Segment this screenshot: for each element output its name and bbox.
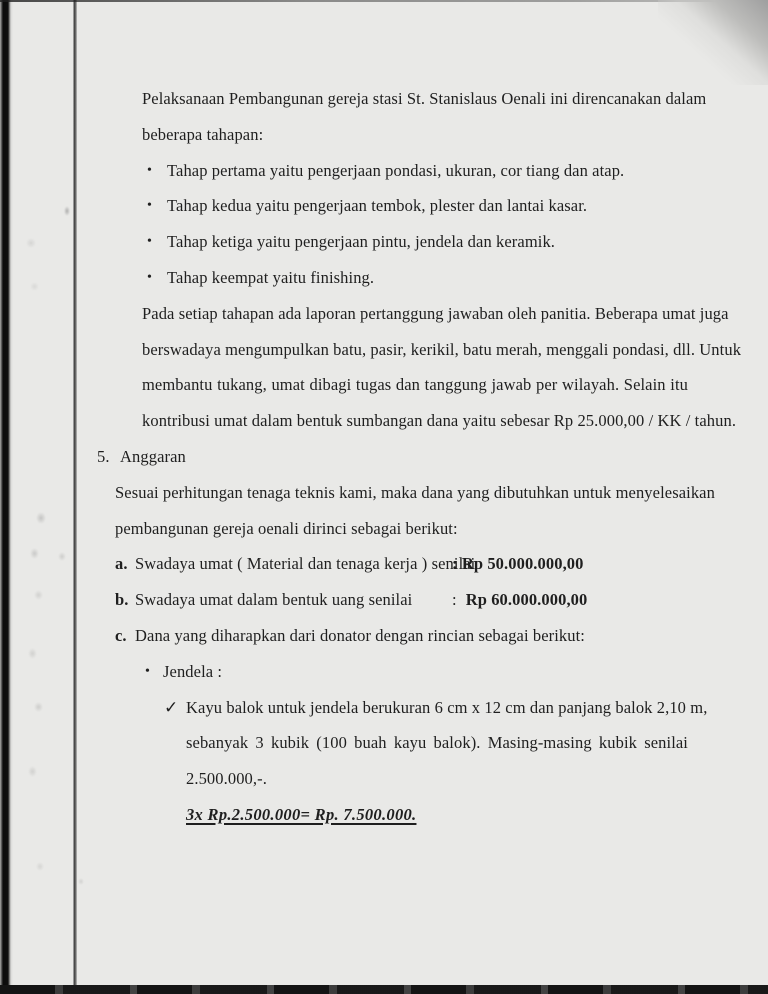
list-marker-c: c. — [115, 625, 127, 645]
budget-item-b-label: Swadaya umat dalam bentuk uang senilai — [135, 590, 413, 610]
scan-smudge — [78, 878, 84, 885]
budget-item-a — [115, 546, 768, 582]
jendela-bullet-item — [145, 654, 768, 690]
budget-item-c — [115, 618, 768, 654]
intro-paragraph-line-1: Pelaksanaan Pembangunan gereja stasi St. Stanislaus Oenali ini direncanakan dalam — [142, 89, 707, 108]
section-5-heading — [97, 439, 768, 475]
stage-bullet-text: Tahap ketiga yaitu pengerjaan pintu, jendela dan keramik. — [167, 232, 556, 252]
check-item-text: Kayu balok untuk jendela berukuran 6 cm x 12 cm dan panjang balok 2,10 m, — [186, 697, 708, 717]
budget-item-a-label: Swadaya umat ( Material dan tenaga kerja ) senilai — [135, 554, 476, 574]
bullet-icon: • — [147, 269, 153, 285]
total-amount-text: 3x Rp.2.500.000= Rp. 7.500.000. — [186, 804, 417, 824]
scan-smudge — [36, 862, 44, 871]
check-item-line-2: sebanyak 3 kubik (100 buah kayu balok). Masing-masing kubik senilai — [186, 733, 688, 753]
stage-bullet-item — [147, 260, 768, 296]
intro-paragraph-line-2: beberapa tahapan: — [142, 124, 264, 144]
stage-bullet-text: Tahap pertama yaitu pengerjaan pondasi, ukuran, cor tiang dan atap. — [167, 160, 625, 180]
budget-intro-line-2: pembangunan gereja oenali dirinci sebagai berikut: — [115, 518, 458, 538]
section-title: Anggaran — [120, 446, 186, 466]
budget-item-c-label: Dana yang diharapkan dari donator dengan rincian sebagai berikut: — [135, 625, 585, 645]
checkmark-icon: ✓ — [164, 697, 179, 717]
stage-bullet-text: Tahap keempat yaitu finishing. — [167, 267, 375, 287]
list-marker-b: b. — [115, 590, 129, 610]
bullet-icon: • — [147, 198, 153, 214]
budget-item-b-value: Rp 60.000.000,00 — [465, 590, 588, 610]
budget-intro-line-1: Sesuai perhitungan tenaga teknis kami, maka dana yang dibutuhkan untuk menyelesaikan — [115, 482, 715, 502]
report-paragraph-line-3: membantu tukang, umat dibagi tugas dan tanggung jawab per wilayah. Selain itu — [142, 375, 688, 395]
budget-item-a-value: : Rp 50.000.000,00 — [452, 554, 584, 574]
stage-bullet-item — [147, 153, 768, 189]
report-paragraph-line-4: kontribusi umat dalam bentuk sumbangan dana yaitu sebesar Rp 25.000,00 / KK / tahun. — [142, 411, 737, 431]
bullet-icon: • — [145, 663, 151, 679]
bullet-icon: • — [147, 162, 153, 178]
budget-item-b — [115, 582, 768, 618]
check-item-line-1 — [164, 690, 708, 726]
check-item-line-3: 2.500.000,-. — [186, 769, 267, 789]
budget-item-b-colon: : — [452, 590, 457, 610]
bullet-icon: • — [147, 234, 153, 250]
total-amount-line — [186, 797, 768, 833]
stage-bullet-item — [147, 188, 768, 224]
report-paragraph-line-2: berswadaya mengumpulkan batu, pasir, kerikil, batu merah, menggali pondasi, dll. Untuk — [142, 339, 742, 359]
report-paragraph-line-1: Pada setiap tahapan ada laporan pertanggung jawaban oleh panitia. Beberapa umat juga — [142, 303, 729, 323]
stage-bullet-item — [147, 224, 768, 260]
jendela-bullet-text: Jendela : — [163, 661, 223, 681]
stage-bullet-text: Tahap kedua yaitu pengerjaan tembok, plester dan lantai kasar. — [167, 196, 588, 216]
list-marker-a: a. — [115, 554, 128, 574]
section-number: 5. — [97, 446, 110, 466]
scan-bottom-edge-strip — [0, 985, 768, 994]
